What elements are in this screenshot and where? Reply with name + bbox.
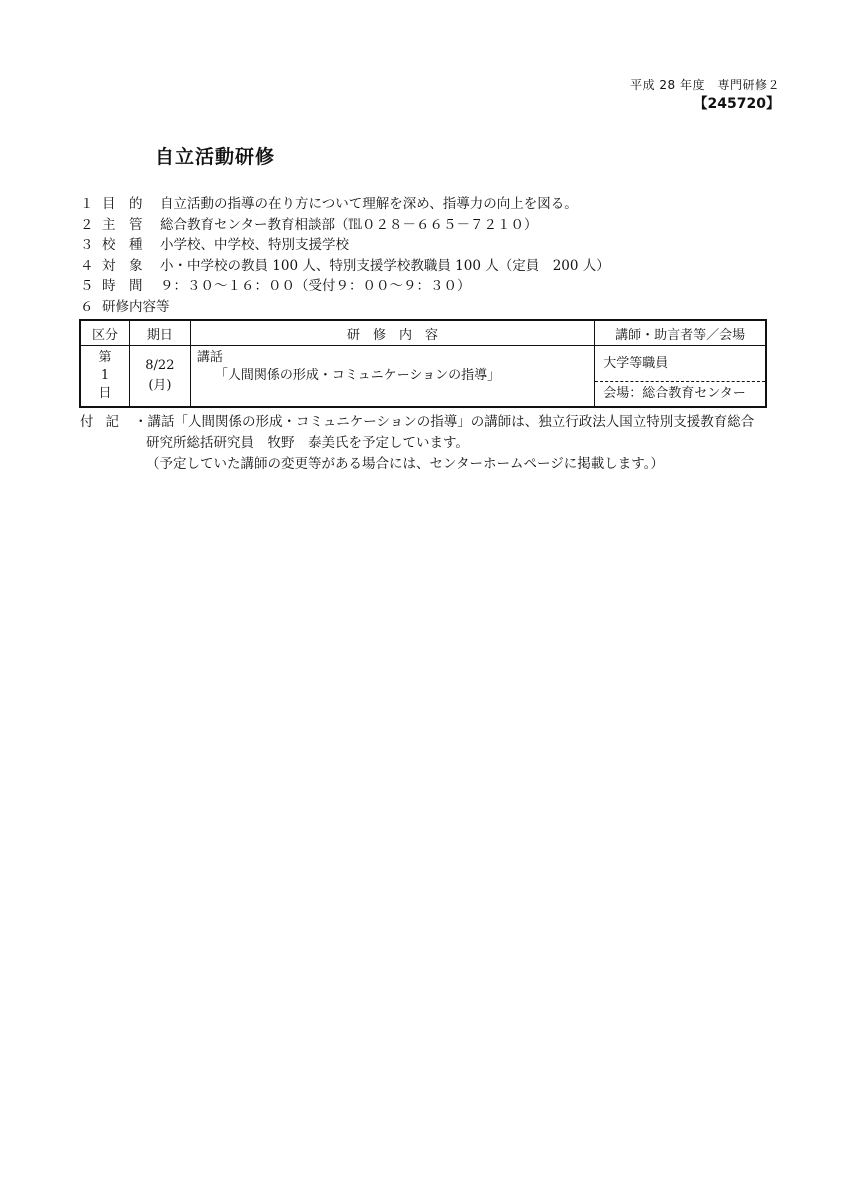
detail-value: 総合教育センター教育相談部（℡０２８－６６５－７２１０） (160, 216, 538, 233)
detail-organizer (80, 215, 780, 236)
lecturer-cell: 大学等職員 (595, 346, 766, 382)
table-header-row (80, 320, 766, 346)
detail-number: １ (80, 196, 94, 212)
detail-label: 研修内容等 (102, 298, 170, 315)
detail-content-heading (80, 297, 780, 318)
note-line: 研究所総括研究員 牧野 泰美氏を予定しています。 (146, 435, 469, 451)
course-details (80, 194, 780, 317)
detail-time (80, 276, 780, 297)
detail-label: 目 的 (102, 196, 143, 212)
detail-value: 小・中学校の教員 100 人、特別支援学校教職員 100 人（定員 200 人） (160, 257, 610, 274)
header-division: 区分 (80, 320, 129, 346)
detail-label: 主 管 (102, 216, 143, 233)
header-content: 研 修 内 容 (190, 320, 594, 346)
table-row (80, 346, 766, 382)
session-date: 8/22 (145, 358, 175, 373)
schedule-table (79, 319, 767, 408)
fiscal-year-course: 平成 28 年度 専門研修２ (630, 78, 780, 92)
content-type: 講話 (196, 350, 223, 365)
detail-school-type (80, 235, 780, 256)
division-char: 1 (100, 368, 110, 383)
detail-number: ５ (80, 278, 94, 294)
detail-number: ３ (80, 237, 94, 253)
content-cell (190, 346, 594, 408)
note-line: （予定していた講師の変更等がある場合には、センターホームページに掲載します。） (146, 456, 664, 472)
division-char: 日 (98, 386, 112, 401)
division-cell (80, 346, 129, 408)
detail-target (80, 256, 780, 277)
division-char: 第 (98, 350, 112, 365)
detail-value: 自立活動の指導の在り方について理解を深め、指導力の向上を図る。 (160, 196, 578, 212)
note-label: 付記 (80, 414, 131, 430)
note-section (80, 412, 780, 475)
note-body (134, 412, 780, 475)
page-title: 自立活動研修 (155, 146, 276, 168)
detail-label: 時 間 (102, 278, 143, 294)
detail-label: 校 種 (102, 237, 143, 253)
header-lecturer: 講師・助言者等／会場 (595, 320, 766, 346)
detail-number: ４ (80, 257, 94, 274)
session-weekday: (月) (148, 378, 172, 393)
date-cell (129, 346, 190, 408)
content-title: 「人間関係の形成・コミュニケーションの指導」 (214, 368, 501, 383)
note-line: ・講話「人間関係の形成・コミュニケーションの指導」の講師は、独立行政法人国立特別支援教育総合 (134, 414, 755, 430)
header-date: 期日 (129, 320, 190, 346)
detail-value: ９：３０～１６：００（受付９：００～９：３０） (160, 278, 471, 294)
course-code: 【245720】 (693, 96, 780, 112)
detail-label: 対 象 (102, 257, 143, 274)
detail-number: ６ (80, 298, 94, 315)
detail-number: ２ (80, 216, 94, 233)
venue-cell: 会場：総合教育センター (595, 382, 766, 408)
detail-value: 小学校、中学校、特別支援学校 (160, 237, 349, 253)
detail-purpose (80, 194, 780, 215)
